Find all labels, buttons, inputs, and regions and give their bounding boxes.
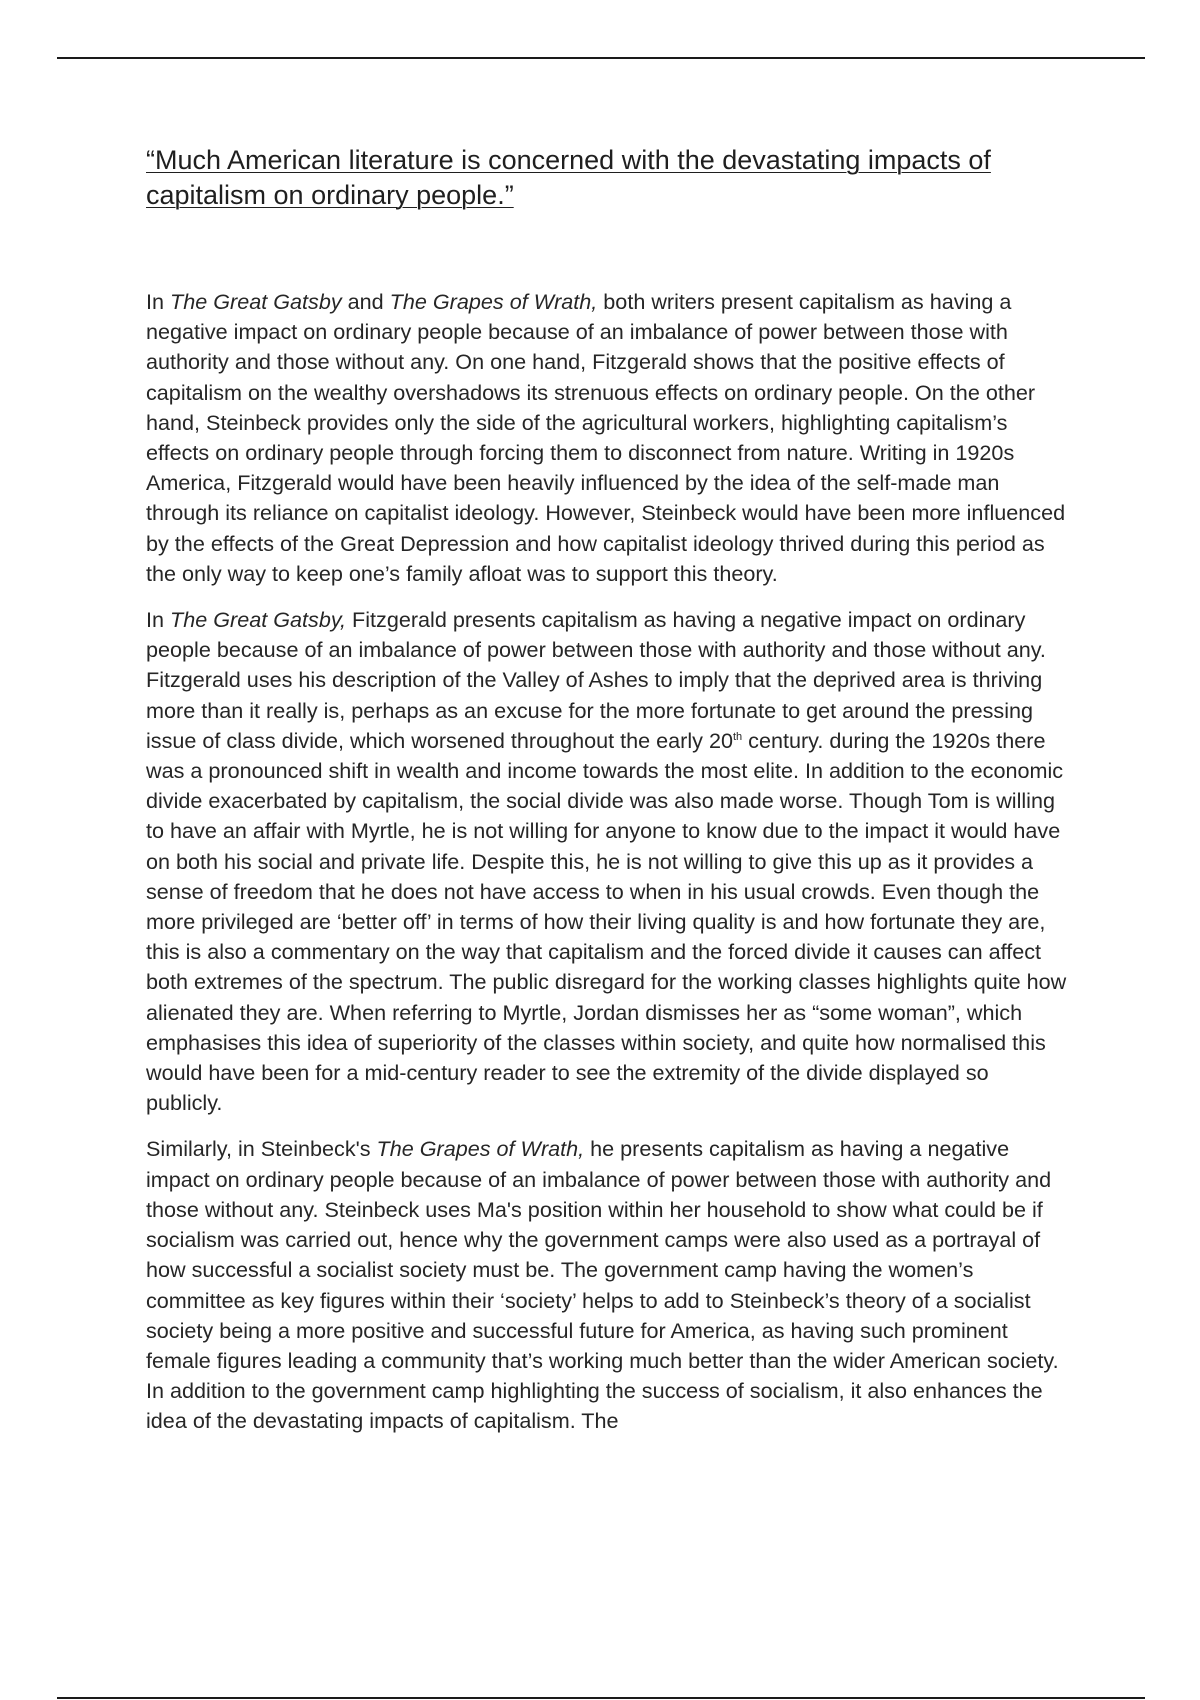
paragraph-grapes-of-wrath bbox=[146, 1134, 1071, 1436]
text-run: Similarly, in Steinbeck's bbox=[146, 1136, 377, 1162]
essay-title: “Much American literature is concerned with the devastating impacts of capitalism on ordinary people.” bbox=[146, 145, 991, 210]
superscript: th bbox=[732, 730, 743, 743]
text-run: In bbox=[146, 289, 171, 314]
header-rule bbox=[57, 57, 1145, 59]
text-run: he presents capitalism as having a negative impact on ordinary people because of an imbalance of power between those with authority and those without any. Steinbeck uses Ma's position within her household to show what could be if socialism was carried out, hence why the government camps were also used as a portrayal of how successful a socialist society must be. The government camp having the women’s committee as key figures within their ‘society’ helps to add to Steinbeck’s theory of a socialist society being a more positive and successful future for America, as having such prominent female figures leading a community that’s working much better than the wider American society. In addition to the government camp highlighting the success of socialism, it also enhances the idea of the devastating impacts of capitalism. The bbox=[146, 1136, 1059, 1434]
document-body bbox=[146, 143, 1071, 1453]
paragraph-introduction bbox=[146, 287, 1071, 589]
text-run: Fitzgerald presents capitalism as having a negative impact on ordinary people because of an imbalance of power between those with authority and those without any. Fitzgerald uses his description of the Valley of Ashes to imply that the deprived area is thriving more than it really is, perhaps as an excuse for the more fortunate to get around the pressing issue of class divide, which worsened throughout the early 20 bbox=[146, 607, 1046, 753]
paragraph-gatsby bbox=[146, 605, 1071, 1118]
text-run: In bbox=[146, 607, 171, 633]
book-title: The Grapes of Wrath, bbox=[376, 1136, 585, 1162]
book-title: The Grapes of Wrath, bbox=[389, 289, 598, 314]
text-run: both writers present capitalism as having a negative impact on ordinary people because of an imbalance of power between those with authority and those without any. On one hand, Fitzgerald shows that the positive effects of capitalism on the wealthy overshadows its strenuous effects on ordinary people. On the other hand, Steinbeck provides only the side of the agricultural workers, highlighting capitalism’s effects on ordinary people through forcing them to disconnect from nature. Writing in 1920s America, Fitzgerald would have been heavily influenced by the idea of the self-made man through its reliance on capitalist ideology. However, Steinbeck would have been more influenced by the effects of the Great Depression and how capitalist ideology thrived during this period as the only way to keep one’s family afloat was to support this theory. bbox=[146, 289, 1066, 586]
text-run: and bbox=[341, 289, 390, 314]
book-title: The Great Gatsby bbox=[170, 289, 342, 314]
text-run: century. during the 1920s there was a pronounced shift in wealth and income towards the most elite. In addition to the economic divide exacerbated by capitalism, the social divide was also made worse. Though Tom is willing to have an affair with Myrtle, he is not willing for anyone to know due to the impact it would have on both his social and private life. Despite this, he is not willing to give this up as it provides a sense of freedom that he does not have access to when in his usual crowds. Even though the more privileged are ‘better off’ in terms of how their living quality is and how fortunate they are, this is also a commentary on the way that capitalism and the forced divide it causes can affect both extremes of the spectrum. The public disregard for the working classes highlights quite how alienated they are. When referring to Myrtle, Jordan dismisses her as “some woman”, which emphasises this idea of superiority of the classes within society, and quite how normalised this would have been for a mid-century reader to see the extremity of the divide displayed so publicly. bbox=[146, 727, 1067, 1116]
book-title: The Great Gatsby, bbox=[170, 607, 347, 633]
footer-rule bbox=[57, 1697, 1145, 1699]
